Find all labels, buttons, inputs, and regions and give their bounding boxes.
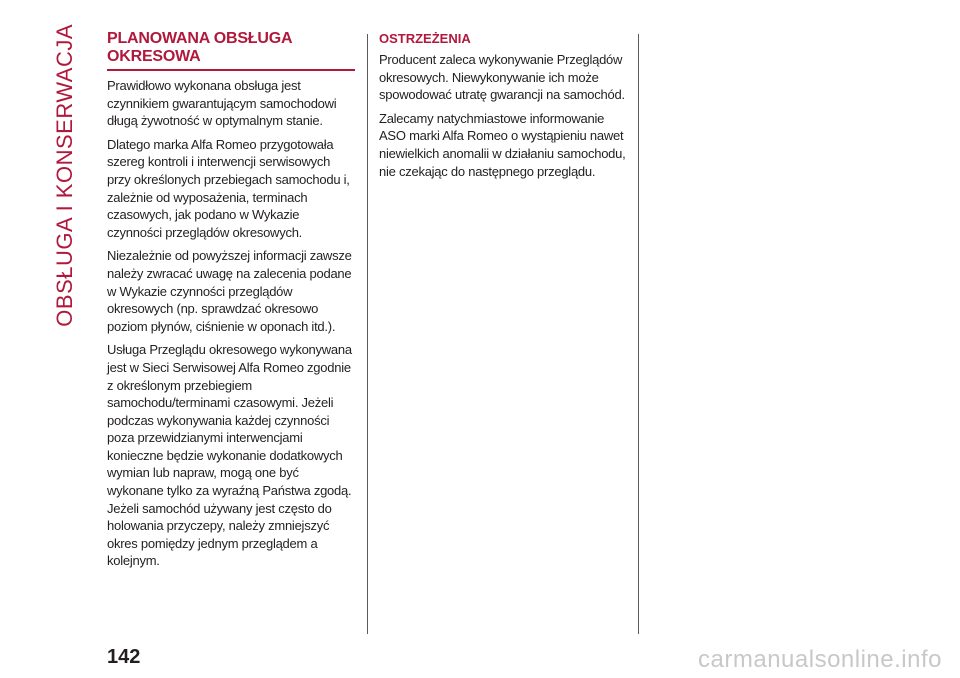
section-title-line2: OKRESOWA [107,48,201,65]
body-paragraph-1: Prawidłowo wykonana obsługa jest czynnikiem gwarantującym samochodowi długą żywotność w optymalnym stanie. [107,78,337,129]
body-paragraph-4: Usługa Przeglądu okresowego wykonywana jest w Sieci Serwisowej Alfa Romeo zgodnie z określonym przebiegiem samochodu/terminami czasowymi. Jeżeli podczas wykonywania każdej czynności poza przewidzianymi interwencjami konieczne będzie wykonanie dodatkowych wymian lub napraw, mogą one być wykonane tylko za wyraźną Państwa zgodą. Jeżeli samochód używany jest często do holowania przyczepy, należy zmniejszyć okres pomiędzy jednym przeglądem a kolejnym. [107,342,352,569]
page-number: 142 [107,646,141,668]
column-divider-left [367,34,368,634]
title-underline [107,69,355,71]
column-divider-right [638,34,639,634]
chapter-side-label [50,24,78,327]
section-title [107,30,357,66]
watermark-text: carmanualsonline.info [698,646,942,673]
chapter-title-vertical: OBSŁUGA I KONSERWACJA [52,24,77,327]
warning-paragraph-2: Zalecamy natychmiastowe informowanie ASO marki Alfa Romeo o wystąpieniu nawet niewielkich anomalii w działaniu samochodu, nie czekając do następnego przeglądu. [379,110,626,179]
section-title-line1: PLANOWANA OBSŁUGA [107,30,293,47]
main-column [107,30,357,576]
warnings-column [379,30,629,186]
body-paragraph-2: Dlatego marka Alfa Romeo przygotowała szereg kontroli i interwencji serwisowych przy określonych przebiegach samochodu i, zależnie od wyposażenia, terminach czasowych, jak podano w Wykazie czynności przeglądów okresowych. [107,136,350,240]
warnings-title: OSTRZEŻENIA [379,31,471,46]
body-paragraph-3: Niezależnie od powyższej informacji zawsze należy zwracać uwagę na zalecenia podane w Wykazie czynności przeglądów okresowych (np. sprawdzać okresowo poziom płynów, ciśnienie w oponach itd.). [107,248,352,334]
warning-paragraph-1: Producent zaleca wykonywanie Przeglądów okresowych. Niewykonywanie ich może spowodować utratę gwarancji na samochód. [379,52,625,103]
